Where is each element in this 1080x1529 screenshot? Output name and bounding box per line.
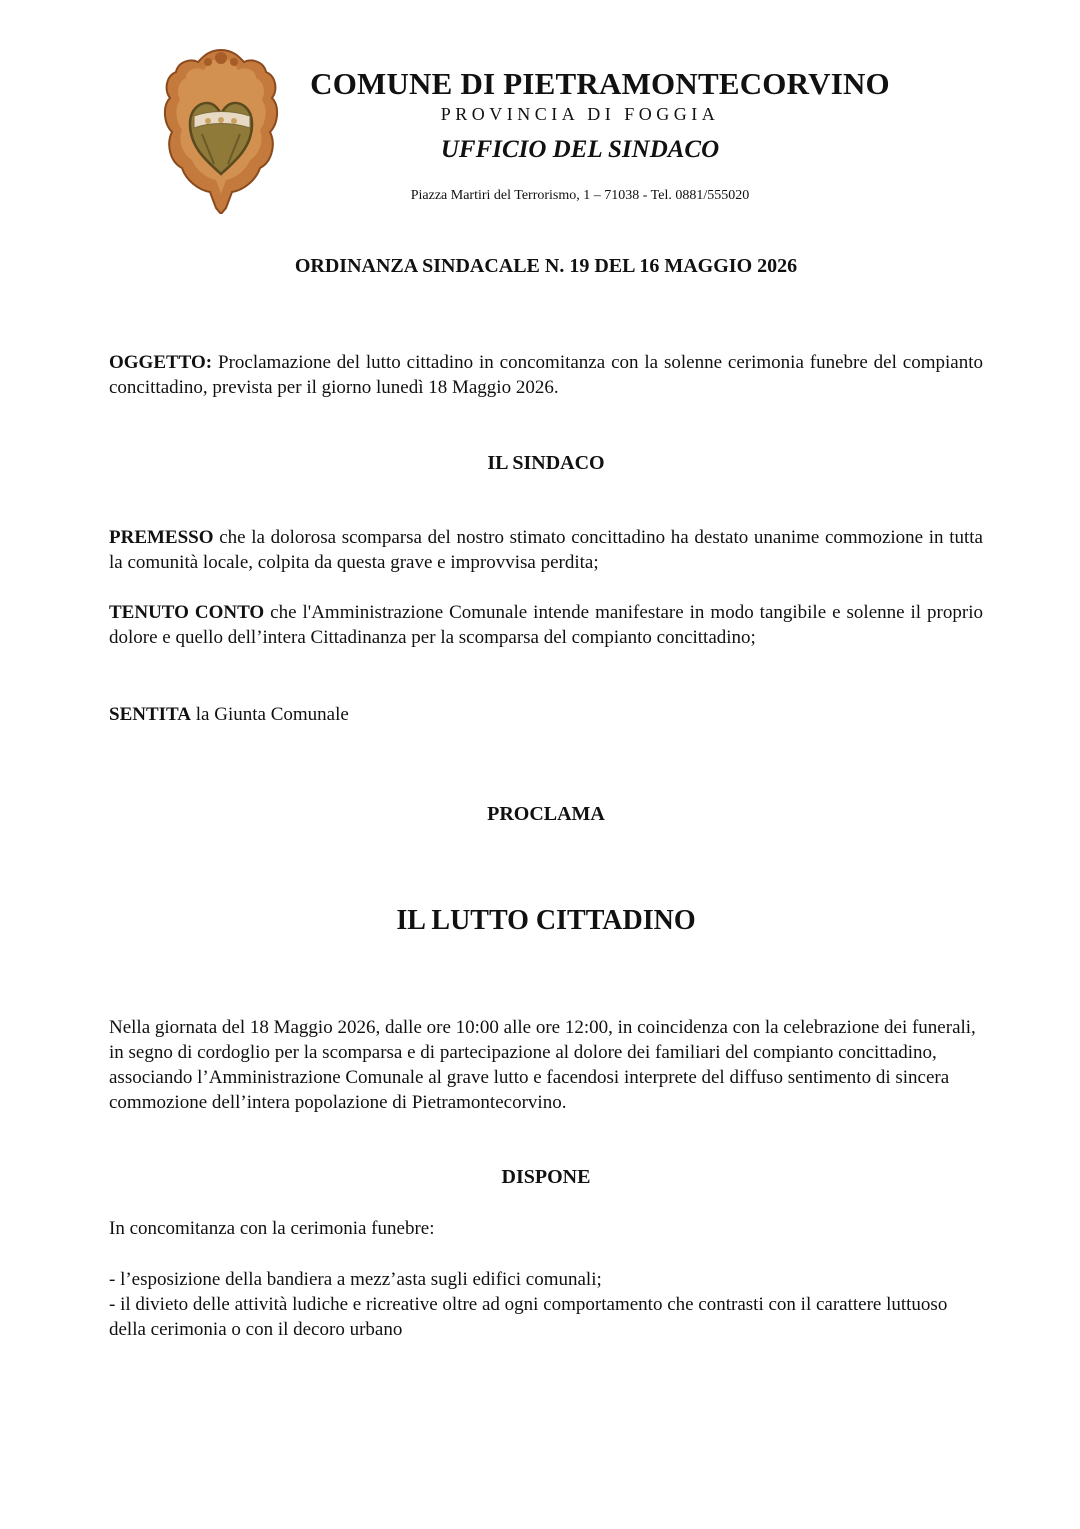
ordinance-number: ORDINANZA SINDACALE N. 19 DEL 16 MAGGIO 2026 — [294, 255, 798, 277]
il-sindaco-heading: IL SINDACO — [487, 452, 605, 474]
list-item: - l’esposizione della bandiera a mezz’asta sugli edifici comunali; — [109, 1269, 602, 1290]
office-name: UFFICIO DEL SINDACO — [440, 136, 720, 163]
sentita-paragraph — [109, 702, 983, 727]
premesso-label: PREMESSO — [109, 527, 214, 548]
subject-paragraph — [109, 350, 983, 400]
sentita-label: SENTITA — [109, 704, 192, 725]
sentita-text: la Giunta Comunale — [191, 704, 349, 725]
provisions-list — [109, 1267, 983, 1342]
coat-of-arms-icon — [158, 44, 284, 214]
subject-label: OGGETTO: — [109, 352, 213, 373]
proclama-heading: PROCLAMA — [487, 803, 605, 825]
tenuto-conto-label: TENUTO CONTO — [109, 602, 265, 623]
lutto-cittadino-heading: IL LUTTO CITTADINO — [396, 905, 696, 936]
office-address: Piazza Martiri del Terrorismo, 1 – 71038 - Tel. 0881/555020 — [410, 188, 750, 203]
subject-text: Proclamazione del lutto cittadino in concomitanza con la solenne cerimonia funebre del compianto concittadino, prevista per il giorno lunedì 18 Maggio 2026. — [109, 352, 983, 398]
province-subtitle: PROVINCIA DI FOGGIA — [440, 104, 720, 124]
tenuto-conto-paragraph — [109, 600, 983, 650]
list-item: - il divieto delle attività ludiche e ricreative oltre ad ogni comportamento che contrasti con il carattere luttuoso della cerimonia o con il decoro urbano — [109, 1294, 948, 1340]
dispone-heading: DISPONE — [501, 1166, 591, 1188]
premesso-paragraph — [109, 525, 983, 575]
ceremony-intro: In concomitanza con la cerimonia funebre: — [109, 1218, 435, 1239]
tenuto-conto-text: che l'Amministrazione Comunale intende manifestare in modo tangibile e solenne il proprio dolore e quello dell’intera Cittadinanza per la scomparsa del compianto concittadino; — [109, 602, 983, 648]
premesso-text: che la dolorosa scomparsa del nostro stimato concittadino ha destato unanime commozione in tutta la comunità locale, colpita da questa grave e improvvisa perdita; — [109, 527, 983, 573]
mourning-details-paragraph: Nella giornata del 18 Maggio 2026, dalle ore 10:00 alle ore 12:00, in coincidenza con la celebrazione dei funerali, in segno di cordoglio per la scomparsa e di partecipazione al dolore dei familiari del compianto concittadino, associando l’Amministrazione Comunale al grave lutto e facendosi interprete del diffuso sentimento di sincera commozione dell’intera popolazione di Pietramontecorvino. — [109, 1017, 976, 1113]
municipality-title: COMUNE DI PIETRAMONTECORVINO — [310, 66, 890, 101]
